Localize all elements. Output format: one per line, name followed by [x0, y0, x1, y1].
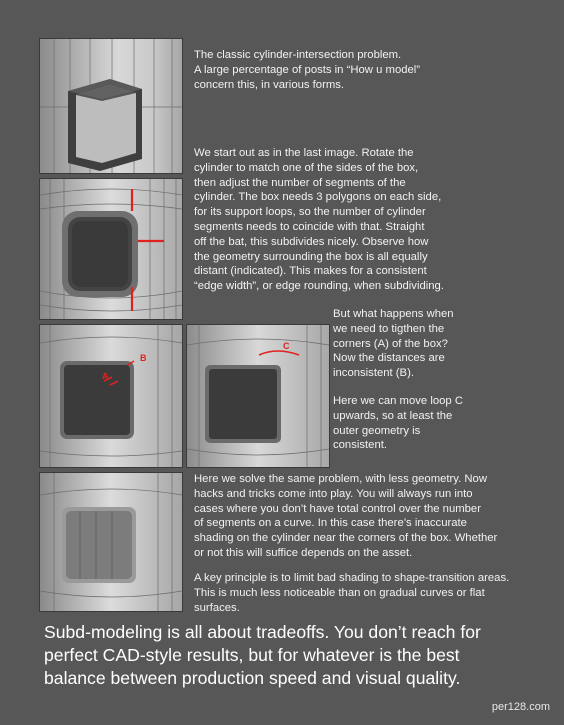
cylinder-render-4 [187, 325, 329, 467]
less-geometry-paragraph: Here we solve the same problem, with less geometry. Now hacks and tricks come into play. You will always run into cases where you don’t have total control over the number of segments on a curve. In this case there’s inaccurate shading on the cylinder near the corners of the box. Whether or not this will suffice depends on the asset. [194, 473, 498, 559]
label-c: C [283, 341, 290, 351]
tight-corners-paragraph: But what happens when we need to tigthen the corners (A) of the box? Now the distances are inconsistent (B). [333, 308, 454, 380]
cylinder-render-1 [40, 39, 182, 173]
cylinder-render-2 [40, 179, 182, 319]
closing-statement: Subd-modeling is all about tradeoffs. You don’t reach for perfect CAD-style results, but for whatever is the best balance between production speed and visual quality. [44, 622, 481, 688]
cylinder-render-3 [40, 325, 182, 467]
intro-paragraph: The classic cylinder-intersection problem. A large percentage of posts in “How u model” concern this, in various forms. [194, 49, 421, 91]
label-b: B [140, 353, 147, 363]
key-principle-paragraph: A key principle is to limit bad shading to shape-transition areas. This is much less noticeable than on gradual curves or flat surfaces. [194, 572, 510, 614]
render-panel-loop-c [186, 324, 330, 468]
label-a: A [102, 371, 109, 381]
loop-c-paragraph: Here we can move loop C upwards, so at least the outer geometry is consistent. [333, 395, 463, 452]
site-credit: per128.com [491, 701, 550, 713]
render-panel-less-geometry [39, 472, 183, 612]
render-panel-classic [39, 38, 183, 174]
render-panel-tight-corners [39, 324, 183, 468]
render-panel-support-loops [39, 178, 183, 320]
cylinder-render-5 [40, 473, 182, 611]
support-loops-paragraph: We start out as in the last image. Rotate the cylinder to match one of the sides of the box, then adjust the number of segments of the cylinder. The box needs 3 polygons on each side, for its support loops, so the number of cylinder segments needs to coincide with that. Straight off the bat, this subdivides nicely. Observe how the geometry surrounding the box is all equally distant (indicated). This makes for a consistent “edge width”, or edge rounding, when subdividing. [194, 147, 444, 293]
